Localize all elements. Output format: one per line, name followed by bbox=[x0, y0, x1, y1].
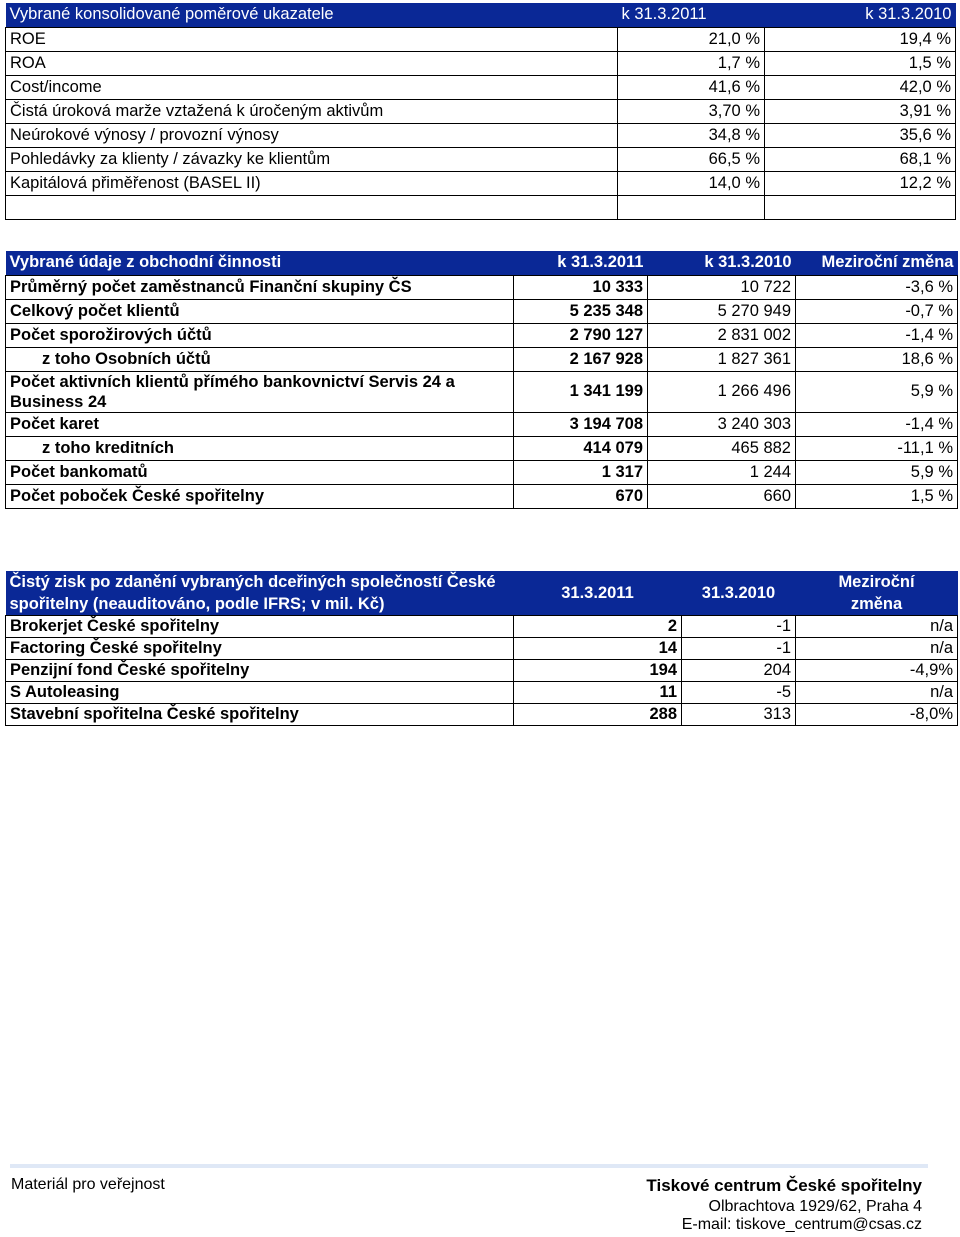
table-row bbox=[6, 299, 958, 323]
value-2010: 35,6 % bbox=[765, 123, 956, 147]
value-change: 5,9 % bbox=[796, 371, 958, 412]
value-2010: 12,2 % bbox=[765, 171, 956, 195]
value-2010: 313 bbox=[682, 704, 796, 726]
value-2011: 66,5 % bbox=[618, 147, 765, 171]
ratios-header bbox=[6, 3, 956, 27]
row-label: ROE bbox=[6, 27, 618, 51]
value-change: -3,6 % bbox=[796, 275, 958, 299]
business-header-label: Vybrané údaje z obchodní činnosti bbox=[6, 251, 514, 275]
value-2010: -1 bbox=[682, 616, 796, 638]
blank-cell bbox=[765, 195, 956, 219]
table-row bbox=[6, 323, 958, 347]
row-label: Počet sporožirových účtů bbox=[6, 323, 514, 347]
row-label: Počet aktivních klientů přímého bankovnictví Servis 24 a Business 24 bbox=[6, 371, 514, 412]
value-2010: 204 bbox=[682, 660, 796, 682]
value-change: 18,6 % bbox=[796, 347, 958, 371]
ratios-table bbox=[5, 3, 956, 220]
table-row-blank bbox=[6, 195, 956, 219]
row-label: S Autoleasing bbox=[6, 682, 514, 704]
row-label: z toho Osobních účtů bbox=[6, 347, 514, 371]
value-2010: 2 831 002 bbox=[648, 323, 796, 347]
value-2010: 68,1 % bbox=[765, 147, 956, 171]
value-2011: 670 bbox=[514, 484, 648, 508]
row-label: ROA bbox=[6, 51, 618, 75]
ratios-header-col1: k 31.3.2011 bbox=[618, 3, 765, 27]
table-row bbox=[6, 704, 958, 726]
business-header-col3: Meziroční změna bbox=[796, 251, 958, 275]
table-row bbox=[6, 51, 956, 75]
blank-cell bbox=[618, 195, 765, 219]
value-2010: 5 270 949 bbox=[648, 299, 796, 323]
value-2010: 465 882 bbox=[648, 436, 796, 460]
table-row bbox=[6, 682, 958, 704]
row-label: Počet karet bbox=[6, 412, 514, 436]
value-2010: 42,0 % bbox=[765, 75, 956, 99]
value-2010: 1 266 496 bbox=[648, 371, 796, 412]
table-row bbox=[6, 436, 958, 460]
value-2011: 2 790 127 bbox=[514, 323, 648, 347]
row-label: Pohledávky za klienty / závazky ke klientům bbox=[6, 147, 618, 171]
row-label: Čistá úroková marže vztažená k úročeným aktivům bbox=[6, 99, 618, 123]
value-change: -4,9% bbox=[796, 660, 958, 682]
value-2010: 1 827 361 bbox=[648, 347, 796, 371]
value-2010: -1 bbox=[682, 638, 796, 660]
table-row bbox=[6, 75, 956, 99]
table-row bbox=[6, 275, 958, 299]
business-header-col1: k 31.3.2011 bbox=[514, 251, 648, 275]
business-header-col2: k 31.3.2010 bbox=[648, 251, 796, 275]
value-2011: 14,0 % bbox=[618, 171, 765, 195]
table-row bbox=[6, 171, 956, 195]
table-row bbox=[6, 27, 956, 51]
value-change: 1,5 % bbox=[796, 484, 958, 508]
value-change: n/a bbox=[796, 638, 958, 660]
value-2011: 21,0 % bbox=[618, 27, 765, 51]
table-row bbox=[6, 616, 958, 638]
table-row bbox=[6, 347, 958, 371]
table-row bbox=[6, 147, 956, 171]
value-change: -11,1 % bbox=[796, 436, 958, 460]
row-label: Průměrný počet zaměstnanců Finanční skupiny ČS bbox=[6, 275, 514, 299]
row-label: Cost/income bbox=[6, 75, 618, 99]
business-header bbox=[6, 251, 958, 275]
table-row bbox=[6, 99, 956, 123]
value-change: -8,0% bbox=[796, 704, 958, 726]
value-2010: 3,91 % bbox=[765, 99, 956, 123]
value-change: -0,7 % bbox=[796, 299, 958, 323]
value-2010: 660 bbox=[648, 484, 796, 508]
value-2010: -5 bbox=[682, 682, 796, 704]
value-2011: 414 079 bbox=[514, 436, 648, 460]
value-2011: 2 bbox=[514, 616, 682, 638]
table-row bbox=[6, 660, 958, 682]
subsidiaries-header-col2: 31.3.2010 bbox=[682, 571, 796, 616]
footer-divider bbox=[10, 1164, 928, 1168]
table-row bbox=[6, 412, 958, 436]
value-change: n/a bbox=[796, 682, 958, 704]
row-label: Neúrokové výnosy / provozní výnosy bbox=[6, 123, 618, 147]
ratios-header-label: Vybrané konsolidované poměrové ukazatele bbox=[6, 3, 618, 27]
footer-email: E-mail: tiskove_centrum@csas.cz bbox=[681, 1216, 922, 1233]
value-2011: 194 bbox=[514, 660, 682, 682]
value-2011: 34,8 % bbox=[618, 123, 765, 147]
value-change: -1,4 % bbox=[796, 323, 958, 347]
value-2011: 10 333 bbox=[514, 275, 648, 299]
value-2011: 1 341 199 bbox=[514, 371, 648, 412]
table-row bbox=[6, 123, 956, 147]
footer-note: Materiál pro veřejnost bbox=[11, 1176, 165, 1193]
row-label: Brokerjet České spořitelny bbox=[6, 616, 514, 638]
value-2011: 1 317 bbox=[514, 460, 648, 484]
row-label: Stavební spořitelna České spořitelny bbox=[6, 704, 514, 726]
value-2011: 3 194 708 bbox=[514, 412, 648, 436]
table-row bbox=[6, 638, 958, 660]
business-table bbox=[5, 251, 958, 509]
blank-cell bbox=[6, 195, 618, 219]
row-label: Penzijní fond České spořitelny bbox=[6, 660, 514, 682]
row-label: Počet poboček České spořitelny bbox=[6, 484, 514, 508]
subsidiaries-header-col3: Meziroční změna bbox=[796, 571, 958, 616]
value-change: 5,9 % bbox=[796, 460, 958, 484]
value-2010: 3 240 303 bbox=[648, 412, 796, 436]
value-change: n/a bbox=[796, 616, 958, 638]
value-2010: 1 244 bbox=[648, 460, 796, 484]
value-2011: 288 bbox=[514, 704, 682, 726]
row-label: Factoring České spořitelny bbox=[6, 638, 514, 660]
table-row bbox=[6, 371, 958, 412]
value-change: -1,4 % bbox=[796, 412, 958, 436]
value-2011: 3,70 % bbox=[618, 99, 765, 123]
value-2010: 19,4 % bbox=[765, 27, 956, 51]
row-label: Kapitálová přiměřenost (BASEL II) bbox=[6, 171, 618, 195]
value-2011: 11 bbox=[514, 682, 682, 704]
table-row bbox=[6, 484, 958, 508]
value-2011: 41,6 % bbox=[618, 75, 765, 99]
subsidiaries-header-label: Čistý zisk po zdanění vybraných dceřiných společností České spořitelny (neauditováno, podle IFRS; v mil. Kč) bbox=[6, 571, 514, 616]
value-2011: 14 bbox=[514, 638, 682, 660]
value-2010: 10 722 bbox=[648, 275, 796, 299]
subsidiaries-table bbox=[5, 571, 958, 726]
footer-organization: Tiskové centrum České spořitelny bbox=[646, 1176, 922, 1195]
row-label: Celkový počet klientů bbox=[6, 299, 514, 323]
value-2010: 1,5 % bbox=[765, 51, 956, 75]
footer-address: Olbrachtova 1929/62, Praha 4 bbox=[708, 1198, 922, 1215]
table-row bbox=[6, 460, 958, 484]
subsidiaries-header bbox=[6, 571, 958, 616]
subsidiaries-header-col1: 31.3.2011 bbox=[514, 571, 682, 616]
value-2011: 2 167 928 bbox=[514, 347, 648, 371]
row-label: Počet bankomatů bbox=[6, 460, 514, 484]
row-label: z toho kreditních bbox=[6, 436, 514, 460]
value-2011: 5 235 348 bbox=[514, 299, 648, 323]
value-2011: 1,7 % bbox=[618, 51, 765, 75]
ratios-header-col2: k 31.3.2010 bbox=[765, 3, 956, 27]
